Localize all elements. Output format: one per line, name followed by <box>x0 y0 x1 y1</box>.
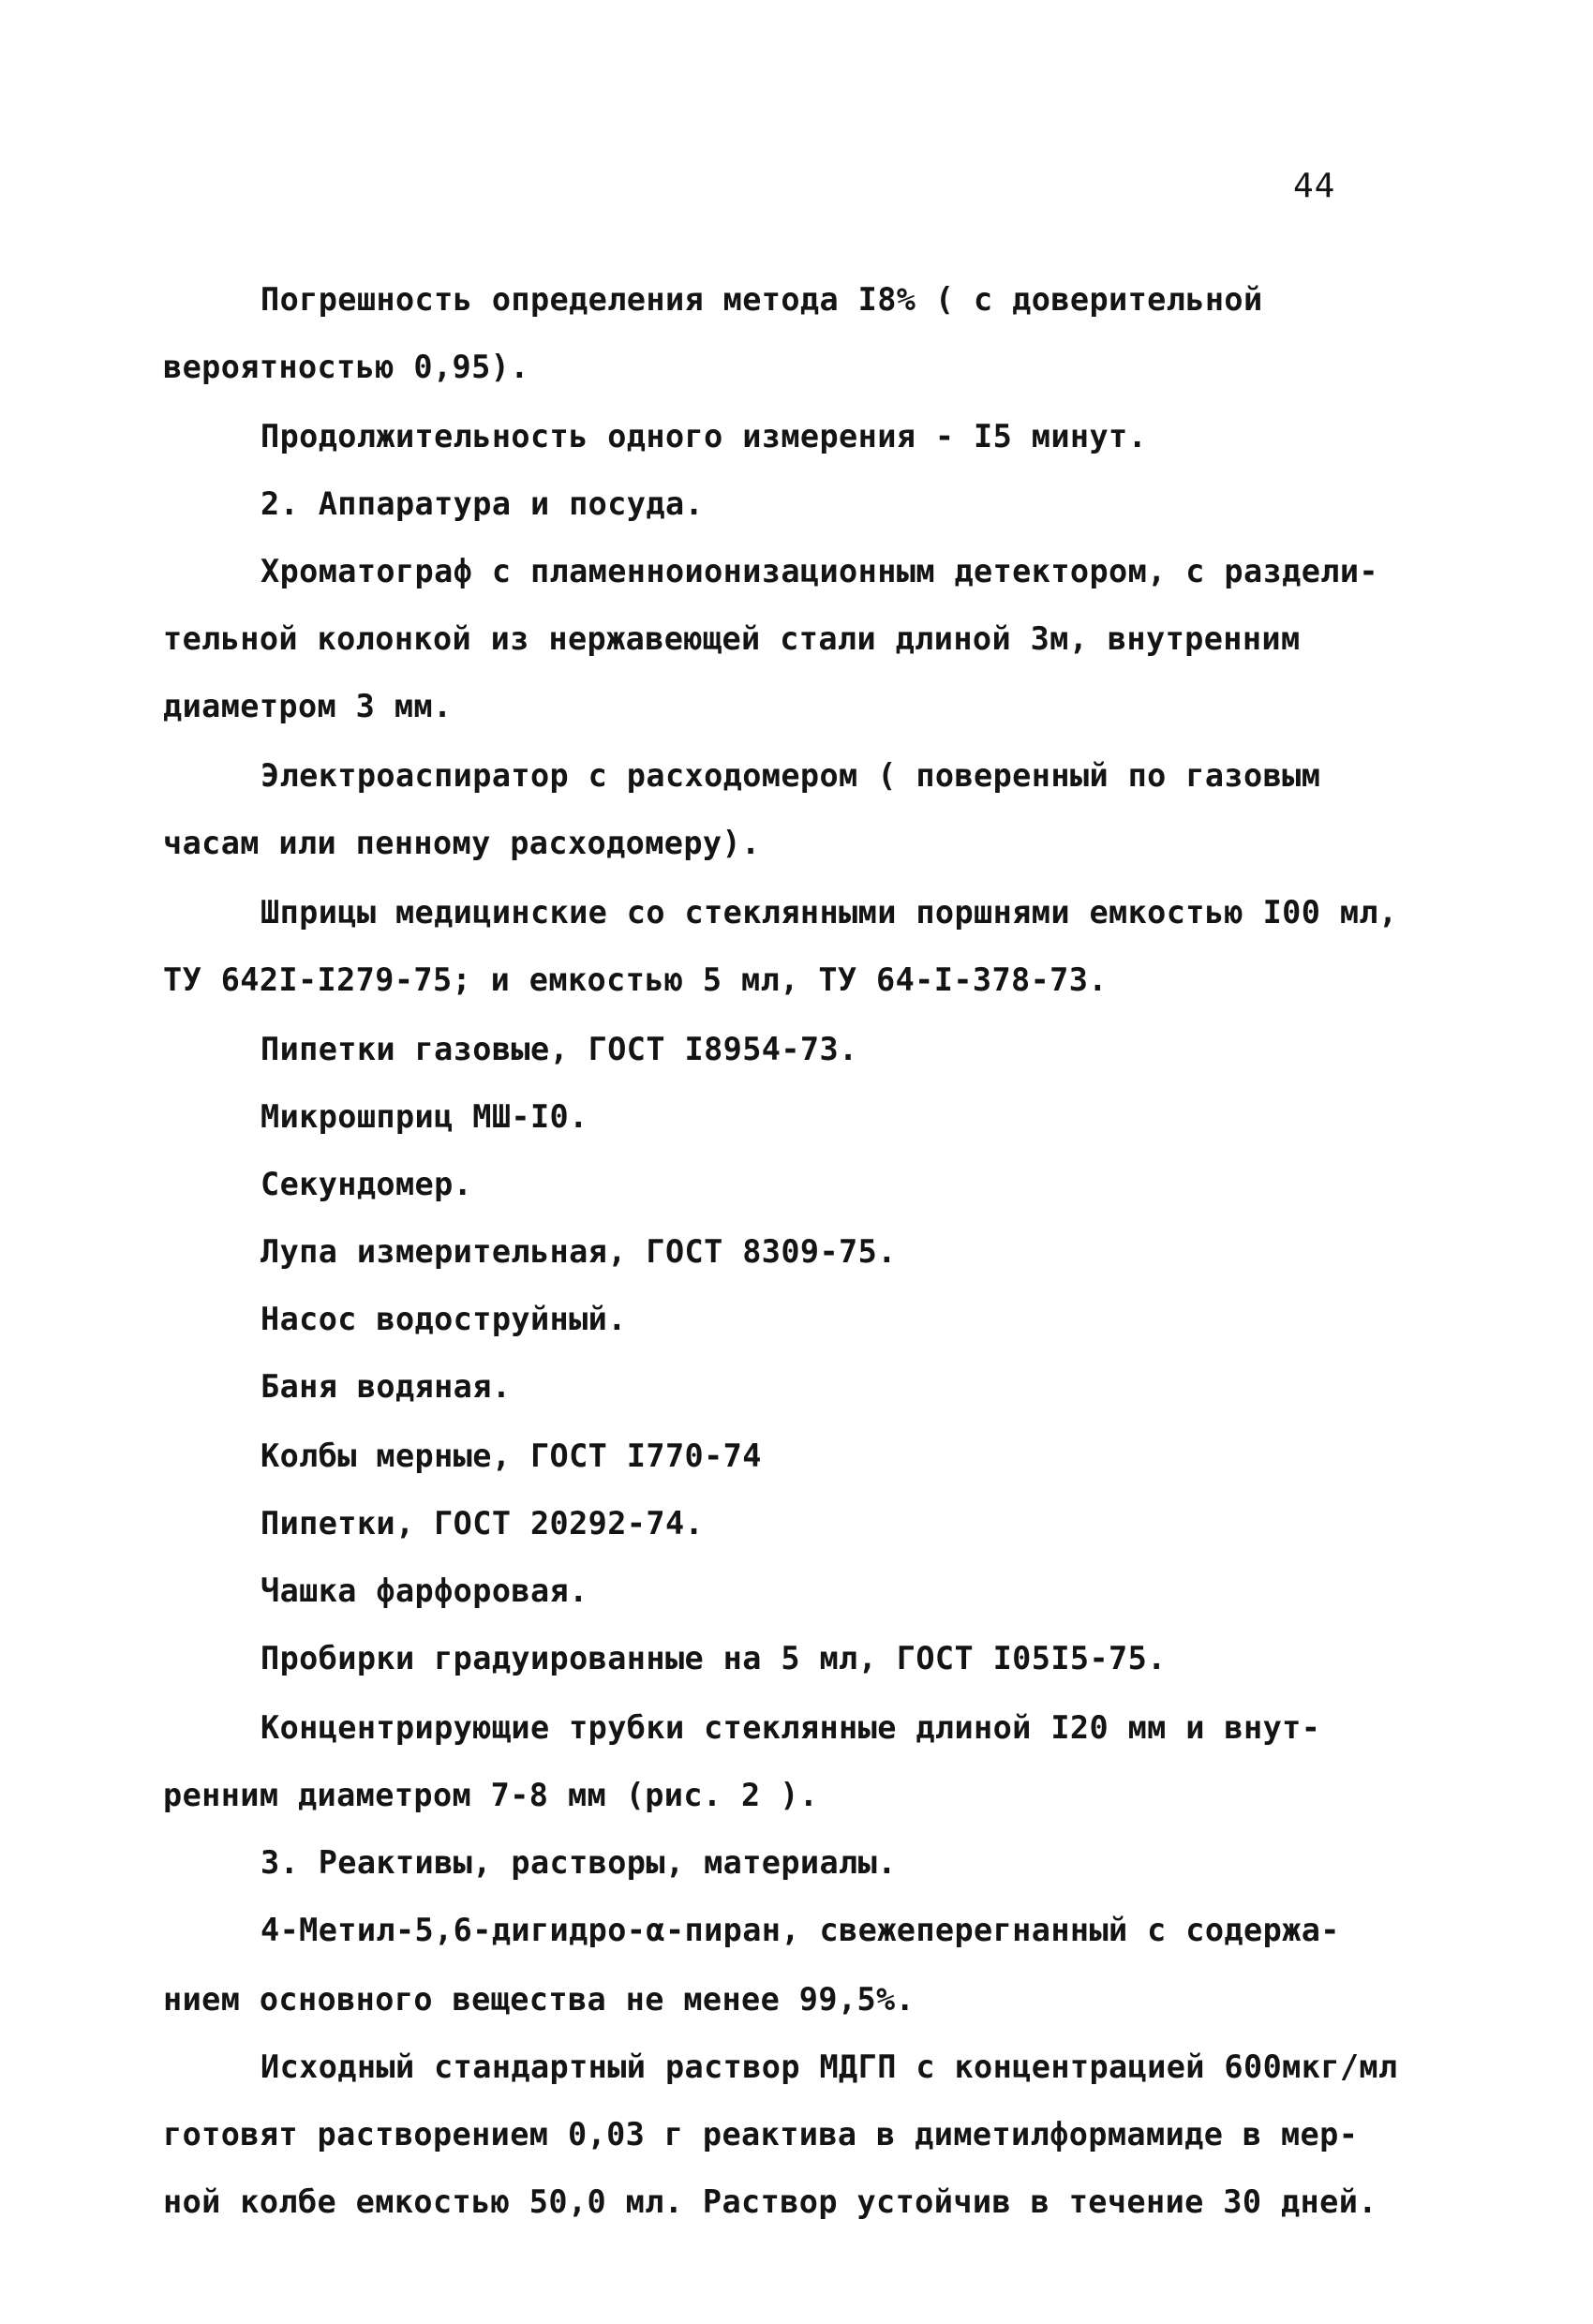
text-line: Хроматограф с пламенноионизационным детектором, с раздели- <box>261 553 1378 589</box>
text-line: готовят растворением 0,03 г реактива в диметилформамиде в мер- <box>163 2116 1359 2153</box>
text-line: Исходный стандартный раствор МДГП с концентрацией 600мкг/мл <box>261 2048 1398 2085</box>
text-line: Колбы мерные, ГОСТ I770-74 <box>261 1438 762 1474</box>
text-line: Чашка фарфоровая. <box>261 1572 588 1609</box>
text-line: ренним диаметром 7-8 мм (рис. 2 ). <box>163 1777 819 1813</box>
text-line: Микрошприц МШ-I0. <box>261 1098 588 1135</box>
text-line: ТУ 642I-I279-75; и емкостью 5 мл, ТУ 64-I-378-73. <box>163 961 1108 998</box>
text-line: Погрешность определения метода I8% ( с доверительной <box>261 281 1263 318</box>
text-line: Секундомер. <box>261 1166 473 1202</box>
text-line: часам или пенному расходомеру). <box>163 825 761 861</box>
text-line: вероятностью 0,95). <box>163 349 529 385</box>
section-heading: 3. Реактивы, растворы, материалы. <box>261 1844 897 1881</box>
text-line: нием основного вещества не менее 99,5%. <box>163 1981 916 2018</box>
text-line: Концентрирующие трубки стеклянные длиной I20 мм и внут- <box>261 1709 1321 1746</box>
text-line: Лупа измерительная, ГОСТ 8309-75. <box>261 1233 897 1270</box>
text-line: тельной колонкой из нержавеющей стали длиной 3м, внутренним <box>163 620 1301 657</box>
page-number: 44 <box>1293 167 1336 205</box>
text-line: диаметром 3 мм. <box>163 688 453 724</box>
text-line: Продолжительность одного измерения - I5 минут. <box>261 418 1148 454</box>
text-line: ной колбе емкостью 50,0 мл. Раствор устойчив в течение 30 дней. <box>163 2183 1377 2220</box>
text-line: Пипетки газовые, ГОСТ I8954-73. <box>261 1031 858 1067</box>
text-line: Пипетки, ГОСТ 20292-74. <box>261 1505 705 1542</box>
text-line: Насос водоструйный. <box>261 1301 627 1337</box>
text-line: Электроаспиратор с расходомером ( поверенный по газовым <box>261 757 1321 794</box>
text-line: 4-Метил-5,6-дигидро-α-пиран, свежеперегнанный с содержа- <box>261 1912 1340 1948</box>
text-line: Баня водяная. <box>261 1368 512 1405</box>
section-heading: 2. Аппаратура и посуда. <box>261 485 705 522</box>
text-line: Пробирки градуированные на 5 мл, ГОСТ I05I5-75. <box>261 1640 1167 1676</box>
text-line: Шприцы медицинские со стеклянными поршнями емкостью I00 мл, <box>261 894 1398 931</box>
